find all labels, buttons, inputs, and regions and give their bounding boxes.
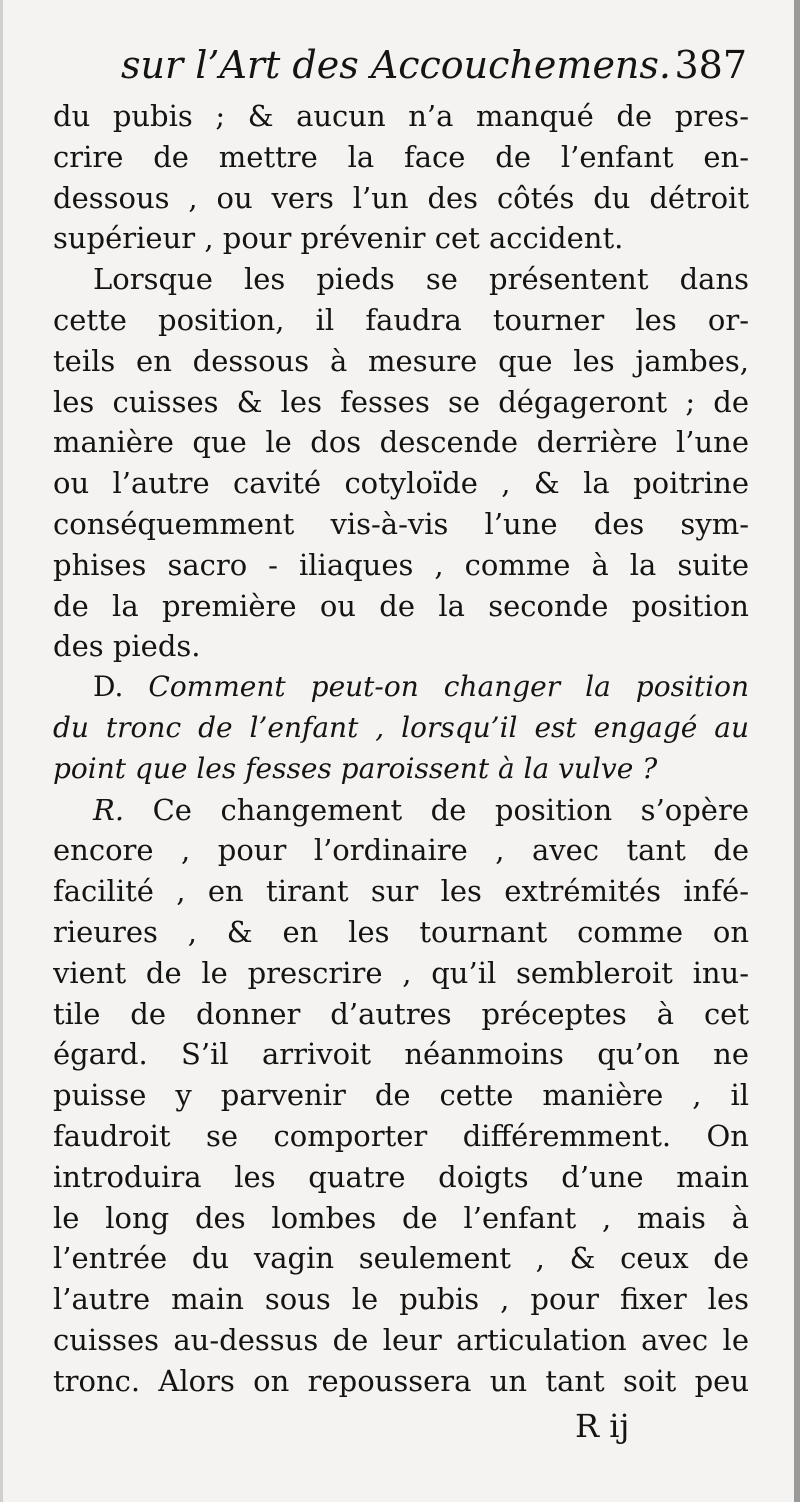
text-line: de la première ou de la seconde position bbox=[53, 588, 749, 623]
text-line: ou l’autre cavité cotyloïde , & la poitrine bbox=[53, 466, 749, 501]
body-text bbox=[53, 96, 749, 1402]
text-line: teils en dessous à mesure que les jambes, bbox=[53, 343, 749, 378]
text-line: faudroit se comporter différemment. On bbox=[53, 1118, 749, 1153]
text-line: phises sacro - iliaques , comme à la suite bbox=[53, 547, 749, 582]
text-line: tile de donner d’autres préceptes à cet bbox=[53, 996, 749, 1031]
text-line: manière que le dos descende derrière l’une bbox=[53, 425, 749, 460]
text-line: les cuisses & les fesses se dégageront ; de bbox=[53, 384, 749, 419]
text-line: tronc. Alors on repoussera un tant soit peu bbox=[53, 1363, 749, 1398]
question-text: Comment peut-on changer la position bbox=[148, 670, 749, 704]
text-line: crire de mettre la face de l’enfant en- bbox=[53, 139, 749, 174]
text-line: introduira les quatre doigts d’une main bbox=[53, 1159, 749, 1194]
answer-text: Ce changement de position s’opère bbox=[152, 792, 749, 827]
question-line: point que les fesses paroissent à la vulve ? bbox=[53, 751, 658, 785]
text-line: cuisses au-dessus de leur articulation avec le bbox=[53, 1322, 749, 1357]
text-line: supérieur , pour prévenir cet accident. bbox=[53, 221, 624, 256]
text-line: des pieds. bbox=[53, 629, 201, 664]
text-line: conséquemment vis-à-vis l’une des sym- bbox=[53, 506, 749, 541]
text-line: dessous , ou vers l’un des côtés du détroit bbox=[53, 180, 749, 215]
answer-label: R. bbox=[93, 792, 125, 827]
text-line: vient de le prescrire , qu’il sembleroit inu- bbox=[53, 955, 749, 990]
text-line: puisse y parvenir de cette manière , il bbox=[53, 1078, 749, 1113]
question-line bbox=[53, 667, 749, 708]
text-line: l’autre main sous le pubis , pour fixer les bbox=[53, 1282, 749, 1317]
question-label: D. bbox=[93, 670, 124, 704]
text-line: Lorsque les pieds se présentent dans bbox=[93, 262, 749, 297]
question-line: du tronc de l’enfant , lorsqu’il est engagé au bbox=[53, 710, 749, 744]
text-line: l’entrée du vagin seulement , & ceux de bbox=[53, 1241, 749, 1276]
text-line: le long des lombes de l’enfant , mais à bbox=[53, 1200, 749, 1235]
text-line: cette position, il faudra tourner les or- bbox=[53, 302, 749, 337]
running-head: sur l’Art des Accouchemens. bbox=[121, 43, 671, 87]
text-line: rieures , & en les tournant comme on bbox=[53, 914, 749, 949]
text-line: égard. S’il arrivoit néanmoins qu’on ne bbox=[53, 1037, 749, 1072]
text-line: encore , pour l’ordinaire , avec tant de bbox=[53, 833, 749, 868]
signature-mark: R ij bbox=[575, 1407, 630, 1445]
text-line: du pubis ; & aucun n’a manqué de pres- bbox=[53, 99, 749, 133]
page-number: 387 bbox=[674, 43, 747, 87]
text-line: facilité , en tirant sur les extrémités infé- bbox=[53, 874, 749, 909]
answer-line bbox=[53, 790, 749, 831]
